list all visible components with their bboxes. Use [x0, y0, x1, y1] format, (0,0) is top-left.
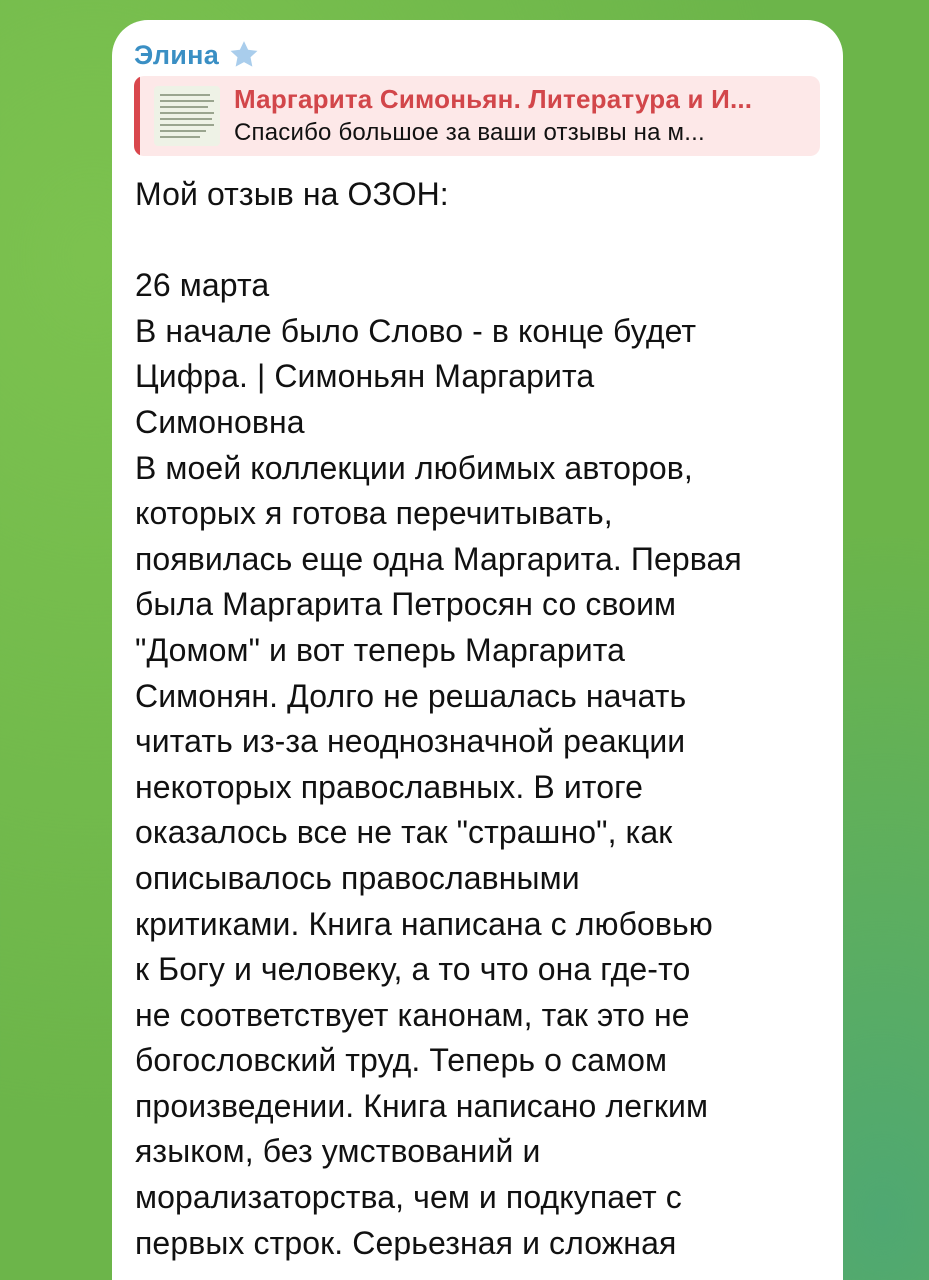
message-bubble[interactable]: [112, 20, 843, 1280]
reply-thumbnail: [154, 86, 220, 146]
star-icon: [227, 38, 261, 72]
reply-title: Маргарита Симоньян. Литература и И...: [234, 84, 753, 114]
sender-name[interactable]: Элина: [134, 39, 220, 70]
reply-text: Спасибо большое за ваши отзывы на м...: [234, 119, 705, 146]
reply-preview[interactable]: [134, 76, 820, 156]
reply-accent-bar: [134, 76, 140, 156]
message-sender[interactable]: [134, 38, 261, 72]
message-text: Мой отзыв на ОЗОН: 26 марта В начале было Слово - в конце будет Цифра. | Симоньян Маргарита Симоновна В моей коллекции любимых авторов, которых я готова перечитывать, появилась еще одна Маргарита. Первая была Маргарита Петросян со своим "Домом" и вот теперь Маргарита Симонян. Долго не решалась начать читать из-за неоднозначной реакции некоторых православных. В итоге оказалось все не так "страшно", как описывалось православными критиками. Книга написана с любовью к Богу и человеку, а то что она где-то не соответствует канонам, так это не богословский труд. Теперь о самом произведении. Книга написано легким языком, без умствований и морализаторства, чем и подкупает с первых строк. Серьезная и сложная: [135, 176, 742, 1261]
